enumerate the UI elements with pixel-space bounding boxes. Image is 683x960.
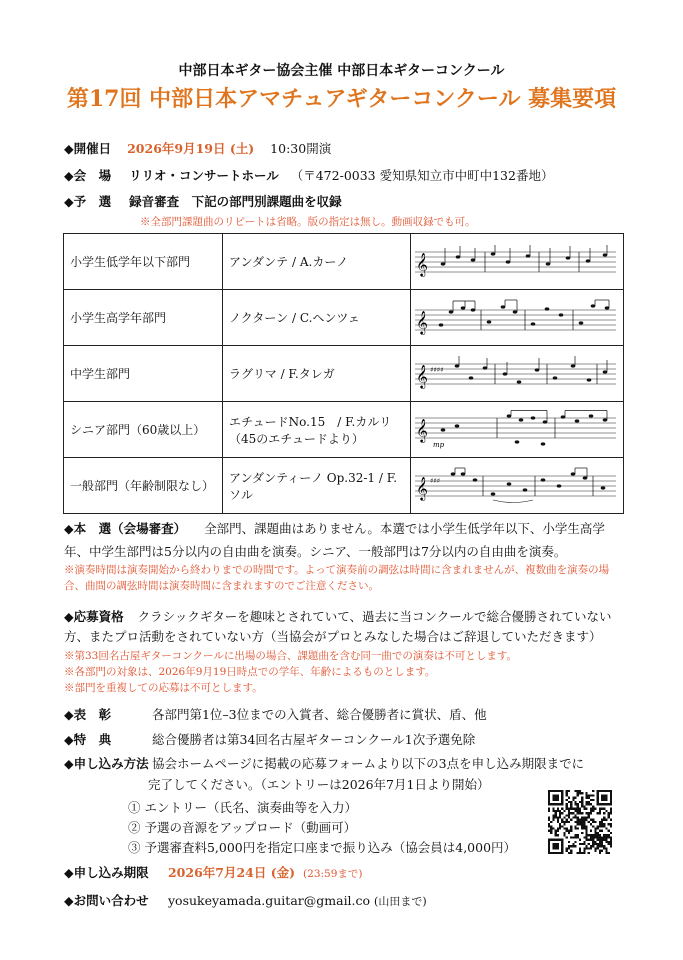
apply-step-2: ② 予選の音源をアップロード（動画可） xyxy=(128,820,357,835)
prelim-row xyxy=(64,192,342,210)
repertoire-table xyxy=(63,233,624,514)
score-cell xyxy=(411,290,624,346)
prelim-label: ◆予 選 xyxy=(64,194,112,209)
date-value: 2026年9月19日 (土) xyxy=(127,141,255,156)
svg-text:♯♯♯♯: ♯♯♯♯ xyxy=(430,365,444,374)
privilege-label: ◆特 典 xyxy=(64,732,112,747)
score-excerpt-1 xyxy=(413,242,618,282)
apply-label: ◆申し込み方法 xyxy=(64,756,149,771)
eligibility-row xyxy=(64,607,612,625)
svg-text:𝄞: 𝄞 xyxy=(416,417,428,442)
svg-text:𝄞: 𝄞 xyxy=(416,309,428,334)
score-cell xyxy=(411,458,624,514)
contact-label: ◆お問い合わせ xyxy=(64,893,149,908)
eligibility-label: ◆応募資格 xyxy=(64,609,124,624)
table-row xyxy=(64,346,624,402)
score-excerpt-5 xyxy=(413,466,618,506)
final-row xyxy=(64,519,605,537)
awards-row xyxy=(64,705,487,723)
privilege-row xyxy=(64,730,475,748)
prelim-text: 録音審査 下記の部門別課題曲を収録 xyxy=(129,194,342,209)
table-row xyxy=(64,402,624,458)
start-time: 10:30開演 xyxy=(270,141,332,156)
apply-text-1: 協会ホームページに掲載の応募フォームより以下の3点を申し込み期限までに xyxy=(151,756,585,771)
eligibility-note-2: ※各部門の対象は、2026年9月19日時点での学年、年齢によるものとします。 xyxy=(64,666,436,678)
eligibility-text-2: 方、またプロ活動をされていない方（当協会がプロとみなした場合はご辞退していただきます） xyxy=(64,629,602,644)
division-cell: 一般部門（年齢制限なし） xyxy=(64,458,223,514)
table-row xyxy=(64,290,624,346)
venue-name: リリオ・コンサートホール xyxy=(129,168,279,183)
apply-step-3: ③ 予選審査料5,000円を指定口座まで振り込み（協会員は4,000円） xyxy=(128,840,517,855)
division-cell: 小学生低学年以下部門 xyxy=(64,234,223,290)
page-title: 第17回 中部日本アマチュアギターコンクール 募集要項 xyxy=(66,86,617,112)
piece-cell xyxy=(223,402,411,458)
apply-step-1: ① エントリー（氏名、演奏曲等を入力） xyxy=(128,800,357,815)
division-cell: 中学生部門 xyxy=(64,346,223,402)
piece-title: エチュードNo.15 / F.カルリ xyxy=(229,414,392,429)
svg-text:𝄞: 𝄞 xyxy=(416,251,428,276)
organizer-subtitle: 中部日本ギター協会主催 中部日本ギターコンクール xyxy=(178,63,505,79)
contact-person: (山田まで) xyxy=(374,895,427,908)
score-excerpt-4 xyxy=(413,410,618,450)
svg-text:𝄞: 𝄞 xyxy=(416,475,428,500)
eligibility-note-1: ※第33回名古屋ギターコンクールに出場の場合、課題曲を含む同一曲での演奏は不可とします。 xyxy=(64,650,517,662)
piece-cell: アンダンティーノ Op.32-1 / F.ソル xyxy=(223,458,411,514)
eligibility-text-1: クラシックギターを趣味とされていて、過去に当コンクールで総合優勝されていない xyxy=(137,609,612,624)
division-cell: シニア部門（60歳以上） xyxy=(64,402,223,458)
score-cell xyxy=(411,402,624,458)
apply-row xyxy=(64,754,584,772)
contact-row xyxy=(64,891,427,909)
privilege-text: 総合優勝者は第34回名古屋ギターコンクール1次予選免除 xyxy=(151,732,476,747)
score-cell xyxy=(411,234,624,290)
awards-label: ◆表 彰 xyxy=(64,707,112,722)
eligibility-note-3: ※部門を重複しての応募は不可とします。 xyxy=(64,682,263,694)
date-row xyxy=(64,139,331,157)
final-text-1: 全部門、課題曲はありません。本選では小学生低学年以下、小学生高学 xyxy=(204,521,605,536)
score-excerpt-2 xyxy=(413,298,618,338)
piece-cell: アンダンテ / A.カーノ xyxy=(223,234,411,290)
piece-cell: ノクターン / C.ヘンツェ xyxy=(223,290,411,346)
score-excerpt-3 xyxy=(413,354,618,394)
apply-text-2: 完了してください。（エントリーは2026年7月1日より開始） xyxy=(148,777,490,792)
prelim-note: ※全部門課題曲のリピートは省略。版の指定は無し。動画収録でも可。 xyxy=(140,216,476,228)
deadline-time: (23:59まで) xyxy=(303,868,363,880)
deadline-value: 2026年7月24日 (金) xyxy=(167,865,296,880)
awards-text: 各部門第1位–3位までの入賞者、総合優勝者に賞状、盾、他 xyxy=(151,707,487,722)
final-note-1: ※演奏時間は演奏開始から終わりまでの時間です。よって演奏前の調弦は時間に含まれませんが、複数曲を演奏の場 xyxy=(64,564,610,576)
piece-source: （45のエチュードより） xyxy=(229,431,364,446)
final-label: ◆本 選（会場審査） xyxy=(64,521,187,536)
final-text-2: 年、中学生部門は5分以内の自由曲を演奏。シニア、一般部門は7分以内の自由曲を演奏。 xyxy=(64,544,567,559)
qr-code[interactable] xyxy=(548,790,612,854)
division-cell: 小学生高学年部門 xyxy=(64,290,223,346)
table-row xyxy=(64,458,624,514)
svg-text:𝄞: 𝄞 xyxy=(416,363,428,388)
date-label: ◆開催日 xyxy=(64,141,112,156)
svg-text:♯♯♯: ♯♯♯ xyxy=(430,476,441,485)
venue-label: ◆会 場 xyxy=(64,168,112,183)
svg-text:mp: mp xyxy=(433,440,445,449)
table-row xyxy=(64,234,624,290)
venue-address: （〒472-0033 愛知県知立市中町中132番地） xyxy=(290,168,554,183)
deadline-row xyxy=(64,863,363,881)
piece-cell: ラグリマ / F.タレガ xyxy=(223,346,411,402)
venue-row xyxy=(64,166,553,184)
deadline-label: ◆申し込み期限 xyxy=(64,865,149,880)
contact-email[interactable]: yosukeyamada.guitar@gmail.co xyxy=(167,893,371,908)
score-cell xyxy=(411,346,624,402)
final-note-2: 合、曲間の調弦時間は演奏時間に含まれますのでご注意ください。 xyxy=(64,580,379,592)
